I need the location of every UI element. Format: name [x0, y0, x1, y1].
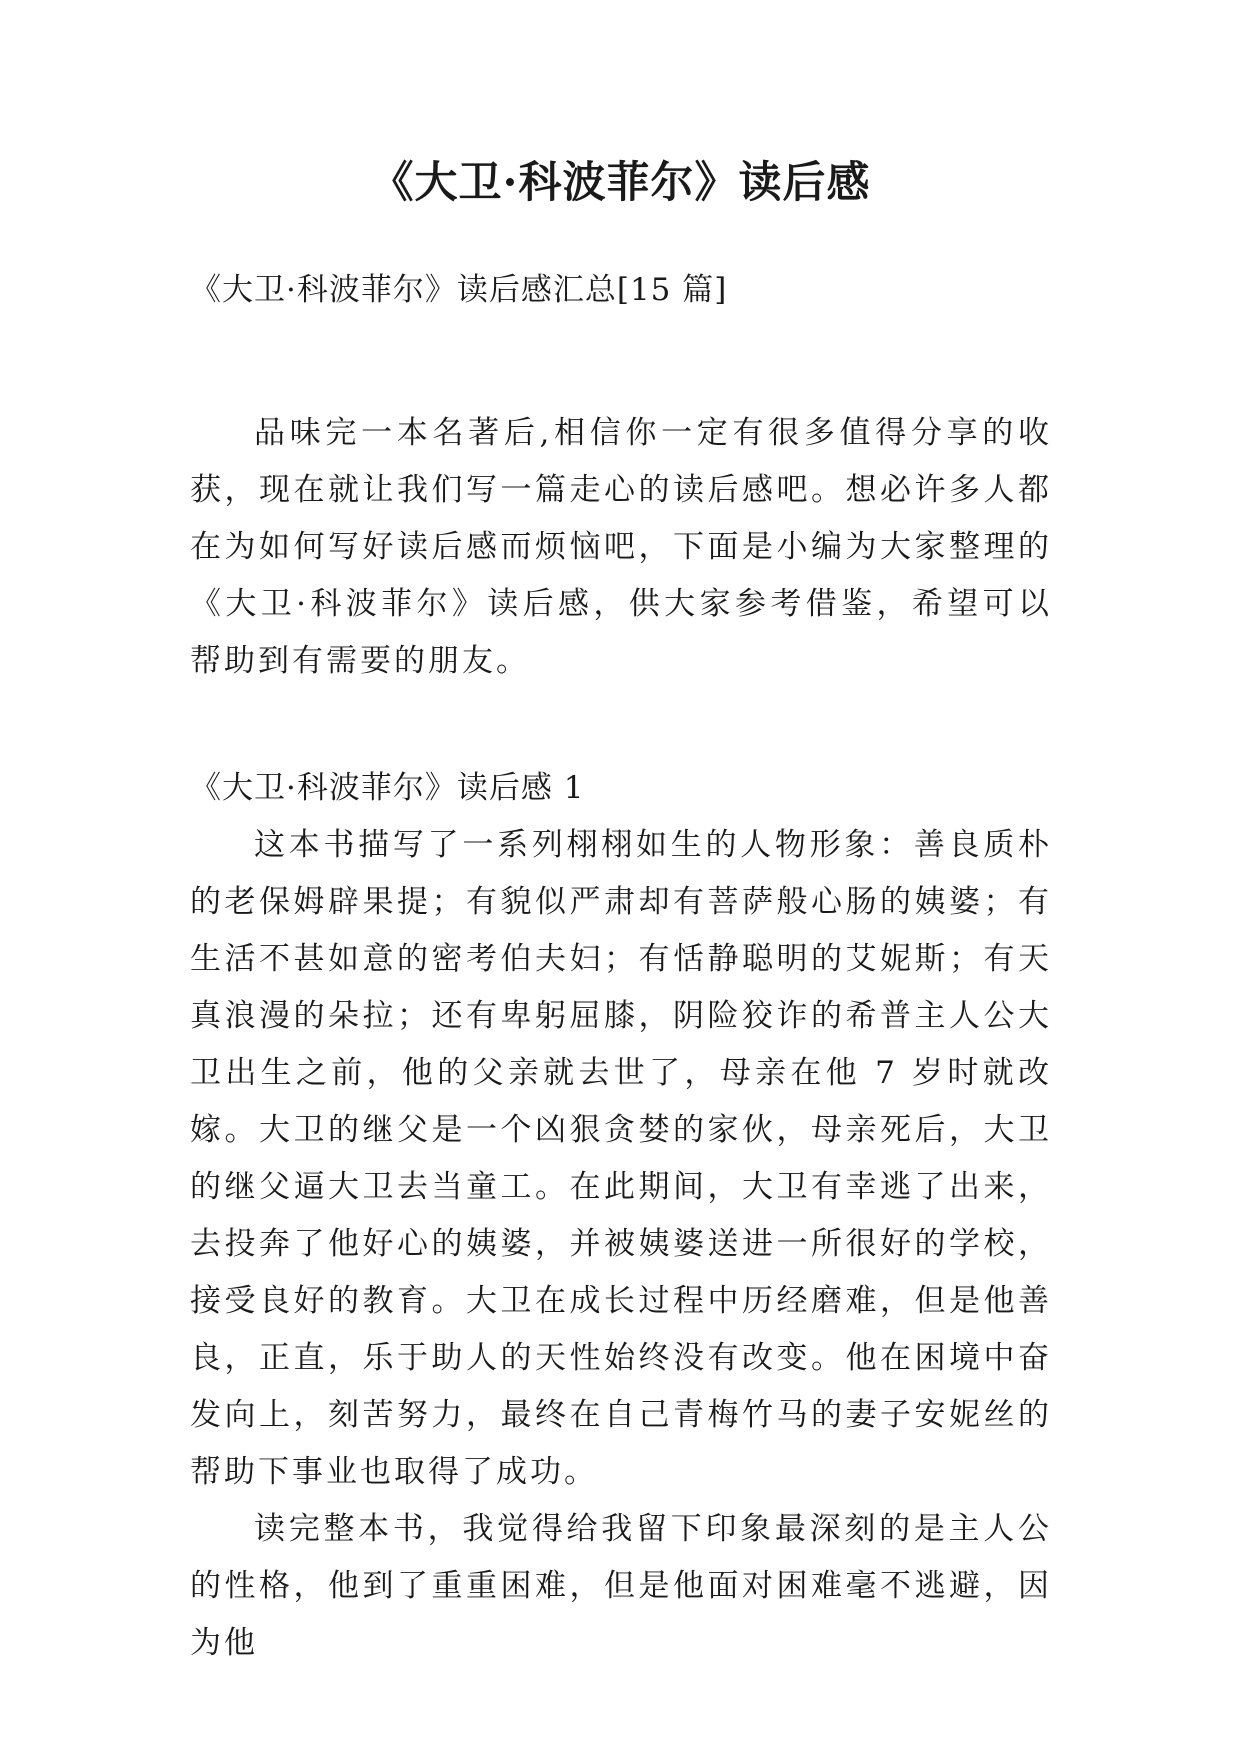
article-paragraph-1: 这本书描写了一系列栩栩如生的人物形象：善良质朴的老保姆辟果提；有貌似严肃却有菩萨般心肠的姨婆；有生活不甚如意的密考伯夫妇；有恬静聪明的艾妮斯；有天真浪漫的朵拉；还有卑躬屈膝，阴险狡诈的希普主人公大卫出生之前，他的父亲就去世了，母亲在他 7 岁时就改嫁。大卫的继父是一个凶狠贪婪的家伙，母亲死后，大卫的继父逼大卫去当童工。在此期间，大卫有幸逃了出来，去投奔了他好心的姨婆，并被姨婆送进一所很好的学校，接受良好的教育。大卫在成长过程中历经磨难，但是他善良，正直，乐于助人的天性始终没有改变。他在困境中奋发向上，刻苦努力，最终在自己青梅竹马的妻子安妮丝的帮助下事业也取得了成功。	[190, 827, 1052, 1490]
article-section	[190, 760, 1052, 1672]
intro-paragraph: 品味完一本名著后,相信你一定有很多值得分享的收获，现在就让我们写一篇走心的读后感吧。想必许多人都在为如何写好读后感而烦恼吧，下面是小编为大家整理的《大卫·科波菲尔》读后感，供大家参考借鉴，希望可以帮助到有需要的朋友。	[190, 415, 1052, 679]
article-paragraph-2: 读完整本书，我觉得给我留下印象最深刻的是主人公的性格，他到了重重困难，但是他面对困难毫不逃避，因为他	[190, 1511, 1052, 1661]
article-heading: 《大卫·科波菲尔》读后感 1	[190, 770, 585, 806]
document-subtitle: 《大卫·科波菲尔》读后感汇总[15 篇]	[190, 272, 728, 308]
page-title: 《大卫·科波菲尔》读后感	[370, 158, 871, 208]
